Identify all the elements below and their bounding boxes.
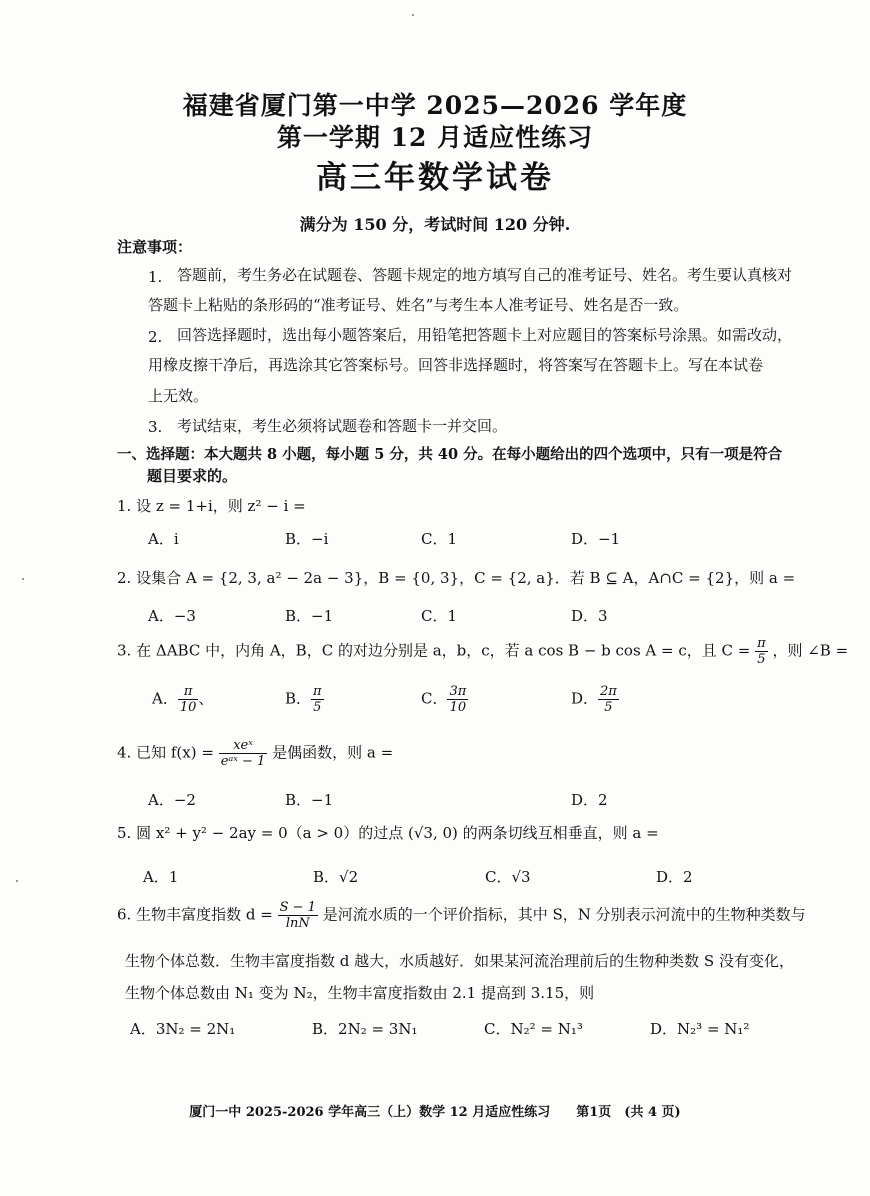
- exam-title-subject: 高三年数学试卷: [316, 160, 554, 196]
- section-heading-cont: 题目要求的。: [147, 467, 238, 485]
- notice-item-1-line: 答题卡上粘贴的条形码的“准考证号、姓名”与考生本人准考证号、姓名是否一致。: [148, 296, 689, 314]
- scan-speck: [412, 14, 414, 16]
- exam-title-term: 第一学期 12 月适应性练习: [276, 123, 594, 152]
- q6-option-c: C．N₂² = N₁³: [484, 1020, 583, 1038]
- q2-option-c: C．1: [421, 607, 458, 625]
- score-time-line: 满分为 150 分，考试时间 120 分钟.: [299, 215, 571, 234]
- question-number: 1.: [117, 497, 132, 515]
- q2-option-b: B．−1: [285, 607, 334, 625]
- notice-item-1-line: 答题前，考生务必在试题卷、答题卡规定的地方填写自己的准考证号、姓名。考生要认真核对: [177, 266, 793, 284]
- q5-option-d: D．2: [656, 868, 693, 886]
- notice-item-2-line: 回答选择题时，选出每小题答案后，用铅笔把答题卡上对应题目的答案标号涂黑。如需改动，: [177, 326, 793, 344]
- question-stem-tail: 是河流水质的一个评价指标，其中 S，N 分别表示河流中的生物种类数与: [322, 905, 806, 924]
- q1-option-d: D．−1: [571, 530, 621, 548]
- scan-speck: [16, 880, 18, 882]
- page-footer: 厦门一中 2025-2026 学年高三（上）数学 12 月适应性练习 第1页 (共 4 页): [189, 1105, 681, 1120]
- question-stem: 设 z = 1+i，则 z² − i =: [136, 497, 306, 515]
- q2-option-d: D．3: [571, 607, 608, 625]
- stem-fraction: $\frac{\text{xeˣ}}{\text{eᵃˣ − 1}}$: [220, 738, 266, 769]
- question-stem: 已知 f(x) =: [136, 743, 214, 762]
- notice-item-1-number: 1.: [148, 268, 163, 286]
- question-6: [117, 900, 806, 931]
- q5-option-c: C．√3: [485, 868, 531, 886]
- question-4: [117, 738, 393, 769]
- question-6-line: 生物个体总数．生物丰富度指数 d 越大，水质越好．如果某河流治理前后的生物种类数 S 没有变化，: [125, 952, 794, 970]
- q3-option-d: D． $\frac{2\pi}{5}$: [571, 684, 617, 715]
- question-number: 4.: [117, 743, 132, 762]
- q3-option-b: B． $\frac{\pi}{5}$: [285, 684, 322, 715]
- question-5: [117, 822, 659, 843]
- q4-option-b: B．−1: [285, 791, 334, 809]
- notice-item-2-number: 2.: [148, 328, 163, 346]
- question-stem-tail: ，则 ∠B =: [772, 641, 849, 660]
- question-stem-tail: 是偶函数，则 a =: [272, 743, 394, 762]
- question-stem: 圆 x² + y² − 2ay = 0（a > 0）的过点 (√3, 0) 的两条切线互相垂直，则 a =: [136, 824, 659, 842]
- q3-option-c: C． $\frac{3\pi}{10}$: [421, 684, 467, 715]
- q4-option-d: D．2: [571, 791, 608, 809]
- q5-option-b: B．√2: [313, 868, 359, 886]
- question-number: 3.: [117, 641, 132, 660]
- question-stem: 在 ΔABC 中，内角 A，B，C 的对边分别是 a，b，c，若 a cos B − b cos A = c，且 C =: [136, 641, 751, 660]
- question-number: 2.: [117, 569, 132, 587]
- q6-option-d: D．N₂³ = N₁²: [650, 1020, 750, 1038]
- notice-item-3-number: 3.: [148, 418, 163, 436]
- q5-option-a: A．1: [143, 868, 179, 886]
- notice-heading: 注意事项：: [117, 238, 193, 256]
- question-3: [117, 636, 848, 667]
- stem-fraction: $\frac{\pi}{5}$: [757, 636, 766, 667]
- q6-option-b: B．2N₂ = 3N₁: [312, 1020, 418, 1038]
- stem-fraction: $\frac{S - 1}{\ln N}$: [279, 900, 316, 931]
- q2-option-a: A．−3: [148, 607, 196, 625]
- question-stem: 设集合 A = {2, 3, a² − 2a − 3}，B = {0, 3}，C = {2, a}．若 B ⊆ A，A∩C = {2}，则 a =: [136, 569, 796, 587]
- notice-item-3-line: 考试结束，考生必须将试题卷和答题卡一并交回。: [177, 417, 508, 435]
- question-1: [117, 495, 306, 516]
- section-heading: 一、选择题：本大题共 8 小题，每小题 5 分，共 40 分。在每小题给出的四个选项中，只有一项是符合: [117, 446, 783, 463]
- q6-option-a: A．3N₂ = 2N₁: [130, 1020, 236, 1038]
- notice-item-2-line: 上无效。: [148, 387, 209, 405]
- notice-item-2-line: 用橡皮擦干净后，再选涂其它答案标号。回答非选择题时，将答案写在答题卡上。写在本试卷: [148, 356, 764, 374]
- exam-title-school: 福建省厦门第一中学 2025—2026 学年度: [182, 91, 688, 120]
- question-stem: 生物丰富度指数 d =: [136, 905, 273, 924]
- q1-option-b: B．−i: [285, 530, 329, 548]
- q1-option-a: A．i: [148, 530, 179, 548]
- question-2: [117, 567, 795, 588]
- q4-option-a: A．−2: [148, 791, 196, 809]
- q3-option-a: A． $\frac{\pi}{10}$ 、: [152, 684, 214, 715]
- scan-speck: [22, 578, 24, 580]
- question-number: 5.: [117, 824, 132, 842]
- question-number: 6.: [117, 905, 132, 924]
- question-6-line: 生物个体总数由 N₁ 变为 N₂，生物丰富度指数由 2.1 提高到 3.15，则: [125, 984, 595, 1002]
- q1-option-c: C．1: [421, 530, 458, 548]
